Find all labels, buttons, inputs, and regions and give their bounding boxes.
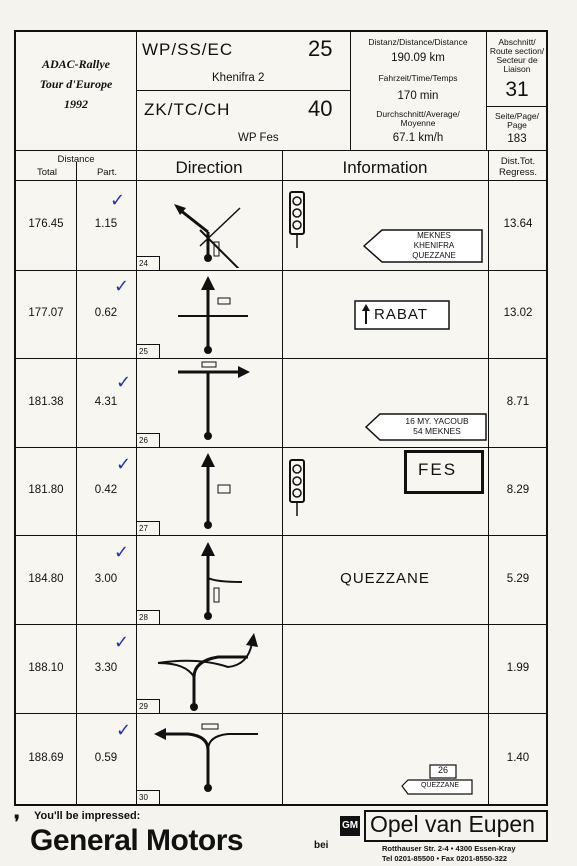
- section-label-2: Route section/: [489, 46, 545, 56]
- tulip-diagram: [138, 538, 280, 624]
- check-mark-icon: ✓: [116, 454, 132, 475]
- tulip-diagram: [138, 182, 280, 268]
- rally-year: 1992: [64, 97, 88, 111]
- check-mark-icon: ✓: [116, 372, 132, 393]
- sign-destination: 54 MEKNES: [413, 426, 461, 436]
- row-line: [16, 358, 546, 359]
- section-label-4: Liaison: [503, 64, 531, 74]
- col-divider: [282, 150, 283, 806]
- quote-mark-icon: ❜: [14, 812, 20, 832]
- col-regress: Regress.: [498, 167, 537, 178]
- distance-label: Distanz/Distance/Distance: [368, 37, 468, 47]
- row-total: 181.80: [28, 484, 64, 496]
- box-number: 26: [136, 433, 160, 447]
- row-line: [16, 535, 546, 536]
- tulip-diagram: [138, 627, 280, 713]
- dealer-name: Opel van Eupen: [370, 811, 535, 837]
- stage-end-number: 40: [308, 96, 333, 121]
- col-total: Total: [36, 167, 58, 178]
- header-divider: [486, 32, 487, 150]
- box-number: 29: [136, 699, 160, 713]
- sign-destination: 16 MY. YACOUB: [405, 416, 469, 426]
- col-part: Part.: [96, 167, 118, 178]
- traffic-light-icon: [288, 458, 310, 518]
- sign-text: [384, 231, 484, 261]
- sign-route-number: 26: [437, 765, 448, 775]
- col-direction: Direction: [175, 158, 243, 177]
- tulip-diagram: [138, 360, 280, 446]
- row-total: 188.10: [28, 662, 64, 674]
- row-part: 3.00: [94, 573, 118, 585]
- check-mark-icon: ✓: [116, 720, 132, 741]
- footer-advert: [14, 808, 548, 864]
- tulip-diagram: [138, 716, 280, 802]
- time-value: 170 min: [397, 90, 439, 102]
- box-number: 24: [136, 256, 160, 270]
- row-regress: 13.64: [503, 218, 533, 230]
- header-divider: [136, 32, 137, 150]
- sign-destination: QUEZZANE: [412, 251, 456, 260]
- row-part: 4.31: [94, 396, 118, 408]
- col-dist-tot: Dist.Tot.: [500, 156, 536, 167]
- rally-subtitle: Tour d'Europe: [39, 77, 113, 91]
- row-total: 184.80: [28, 573, 64, 585]
- stage-start-place: Khenifra 2: [212, 72, 265, 84]
- table-header-line: [16, 180, 546, 181]
- header-divider: [136, 90, 350, 91]
- row-part: 0.62: [94, 307, 118, 319]
- row-regress: 13.02: [503, 307, 533, 319]
- rally-title: [18, 54, 134, 114]
- sign-destination: FES: [418, 460, 458, 479]
- sign-destination: RABAT: [374, 306, 428, 323]
- average-label: Durchschnitt/Average/: [376, 109, 460, 119]
- sign-destination: QUEZZANE: [420, 782, 460, 789]
- box-number: 28: [136, 610, 160, 624]
- row-total: 177.07: [28, 307, 64, 319]
- distance-value: 190.09 km: [391, 52, 445, 64]
- row-total: 176.45: [28, 218, 64, 230]
- dealer-phone: Tel 0201-85500 • Fax 0201-8550-322: [382, 854, 508, 863]
- section-label-3: Secteur de: [496, 55, 538, 65]
- stage-end-code: ZK/TC/CH: [144, 100, 231, 119]
- gm-logo: GM: [340, 816, 360, 836]
- page-label-2: Page: [507, 120, 527, 130]
- tulip-diagram: [138, 272, 280, 358]
- stage-end-place: WP Fes: [238, 132, 279, 144]
- sign-destination: MEKNES: [417, 231, 451, 240]
- row-line: [16, 713, 546, 714]
- sign-text: [388, 416, 486, 436]
- row-regress: 8.29: [506, 484, 530, 496]
- check-mark-icon: ✓: [114, 276, 130, 297]
- dealer-address: Rotthauser Str. 2-4 • 4300 Essen-Kray: [382, 844, 516, 853]
- stage-start-number: 25: [308, 36, 333, 61]
- section-label: Abschnitt/: [498, 37, 536, 47]
- row-part: 0.42: [94, 484, 118, 496]
- box-number: 25: [136, 344, 160, 358]
- header-bottom-line: [16, 150, 546, 151]
- page-label: Seite/Page/: [495, 111, 539, 121]
- box-number: 27: [136, 521, 160, 535]
- header-divider: [486, 106, 548, 107]
- row-regress: 5.29: [506, 573, 530, 585]
- row-total: 181.38: [28, 396, 64, 408]
- row-part: 0.59: [94, 752, 118, 764]
- check-mark-icon: ✓: [114, 542, 130, 563]
- check-mark-icon: ✓: [110, 190, 126, 211]
- row-line: [16, 447, 546, 448]
- sign-destination: QUEZZANE: [340, 570, 430, 587]
- tulip-diagram: [138, 449, 280, 535]
- col-distance: Distance: [57, 154, 95, 165]
- row-total: 188.69: [28, 752, 64, 764]
- box-number: 30: [136, 790, 160, 804]
- sign-destination: KHENIFRA: [413, 241, 455, 250]
- row-part: 3.30: [94, 662, 118, 674]
- roadbook-page: [14, 30, 548, 806]
- average-value: 67.1 km/h: [392, 132, 444, 144]
- row-part: 1.15: [94, 218, 118, 230]
- stage-start-code: WP/SS/EC: [142, 40, 234, 59]
- row-line: [16, 270, 546, 271]
- page-value: 183: [507, 133, 527, 145]
- rally-name: ADAC-Rallye: [42, 57, 110, 71]
- traffic-light-icon: [288, 190, 310, 250]
- col-divider: [488, 150, 489, 806]
- row-regress: 1.40: [506, 752, 530, 764]
- time-label: Fahrzeit/Time/Temps: [378, 73, 458, 83]
- footer-bei: bei: [314, 840, 329, 851]
- row-regress: 8.71: [506, 396, 530, 408]
- footer-tagline: You'll be impressed:: [34, 810, 141, 822]
- row-line: [16, 624, 546, 625]
- header-divider: [350, 32, 351, 150]
- check-mark-icon: ✓: [114, 632, 130, 653]
- average-label-2: Moyenne: [400, 118, 436, 128]
- footer-brand: General Motors: [30, 824, 244, 857]
- section-value: 31: [505, 78, 529, 101]
- col-information: Information: [342, 158, 428, 177]
- row-regress: 1.99: [506, 662, 530, 674]
